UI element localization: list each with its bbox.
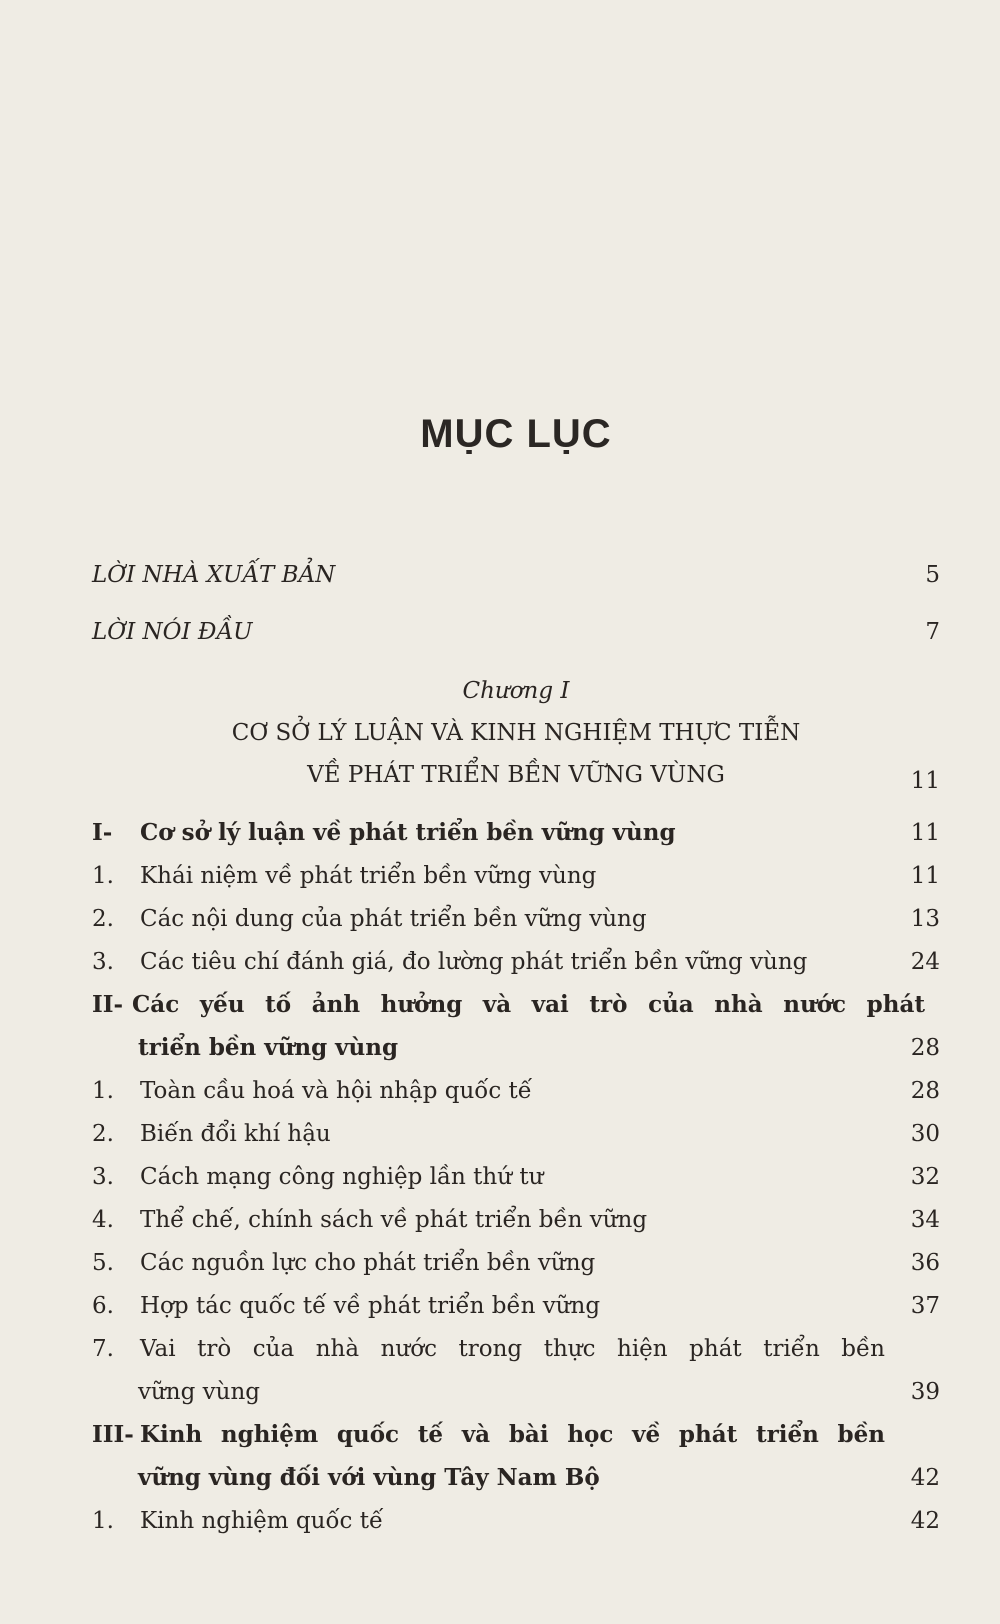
item-number: 3. (92, 949, 114, 975)
item-text: Biến đổi khí hậu (140, 1121, 331, 1147)
chapter-title-line2: VỀ PHÁT TRIỂN BỀN VỮNG VÙNG (307, 762, 725, 788)
item-text: Toàn cầu hoá và hội nhập quốc tế (140, 1078, 532, 1104)
item-number: 4. (92, 1207, 114, 1233)
item-text-line1: Vai trò của nhà nước trong thực hiện phát triển bền (140, 1336, 885, 1362)
item-page: 32 (910, 1164, 940, 1190)
item-page: 37 (910, 1293, 940, 1319)
item-text: Các nguồn lực cho phát triển bền vững (140, 1250, 596, 1276)
item-number: 1. (92, 1508, 114, 1534)
item-text: Các tiêu chí đánh giá, đo lường phát triển bền vững vùng (140, 949, 808, 975)
chapter-title-line1: CƠ SỞ LÝ LUẬN VÀ KINH NGHIỆM THỰC TIỄN (231, 720, 801, 746)
section-text: Cơ sở lý luận về phát triển bền vững vùng (140, 819, 676, 846)
item-page: 36 (910, 1250, 940, 1276)
item-text: Khái niệm về phát triển bền vững vùng (140, 863, 597, 889)
section-text-line2: vững vùng đối với vùng Tây Nam Bộ (138, 1464, 600, 1491)
item-text: Các nội dung của phát triển bền vững vùng (140, 906, 647, 932)
section-text-line2: triển bền vững vùng (138, 1034, 399, 1061)
chapter-label: Chương I (462, 678, 570, 704)
item-number: 1. (92, 1078, 114, 1104)
section-text-line1: Các yếu tố ảnh hưởng và vai trò của nhà nước phát (132, 991, 925, 1018)
page-title: MỤC LỤC (420, 412, 612, 456)
entry-text: LỜI NÓI ĐẦU (92, 619, 253, 645)
item-number: 7. (92, 1336, 114, 1362)
item-page: 39 (910, 1379, 940, 1405)
item-number: 6. (92, 1293, 114, 1319)
item-page: 34 (910, 1207, 940, 1233)
item-page: 28 (910, 1078, 940, 1104)
section-page: 28 (910, 1035, 940, 1061)
section-number: II- (92, 991, 124, 1018)
item-page: 42 (910, 1508, 940, 1534)
item-text: Thể chế, chính sách về phát triển bền vững (140, 1207, 648, 1233)
item-number: 5. (92, 1250, 114, 1276)
item-text: Hợp tác quốc tế về phát triển bền vững (140, 1293, 601, 1319)
entry-text: LỜI NHÀ XUẤT BẢN (92, 562, 336, 588)
item-page: 24 (910, 949, 940, 975)
item-page: 11 (910, 863, 940, 889)
entry-page: 7 (925, 619, 940, 645)
chapter-page: 11 (910, 768, 940, 794)
entry-page: 5 (925, 562, 940, 588)
item-text: Kinh nghiệm quốc tế (140, 1508, 384, 1534)
section-page: 42 (910, 1465, 940, 1491)
item-text-line2: vững vùng (138, 1379, 260, 1405)
item-number: 2. (92, 906, 114, 932)
item-number: 3. (92, 1164, 114, 1190)
section-number: I- (92, 819, 113, 846)
section-page: 11 (910, 820, 940, 846)
item-number: 1. (92, 863, 114, 889)
item-page: 13 (910, 906, 940, 932)
section-number: III- (92, 1421, 134, 1448)
item-page: 30 (910, 1121, 940, 1147)
item-number: 2. (92, 1121, 114, 1147)
section-text-line1: Kinh nghiệm quốc tế và bài học về phát triển bền (140, 1421, 885, 1448)
item-text: Cách mạng công nghiệp lần thứ tư (140, 1164, 544, 1190)
